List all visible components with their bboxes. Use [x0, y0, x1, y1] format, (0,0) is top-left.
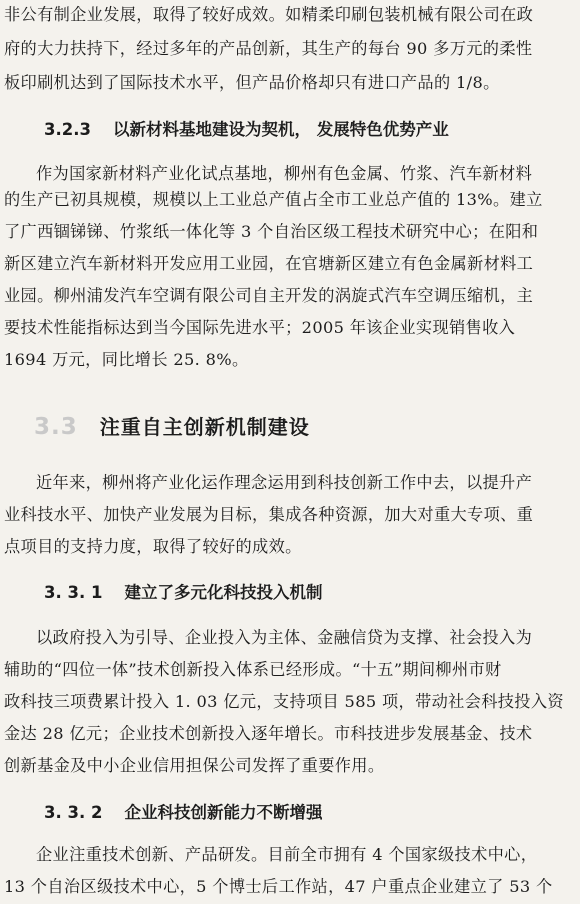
section-heading-3-2-3 — [44, 113, 449, 147]
section-heading-3-3-2 — [44, 796, 322, 830]
text-line: 的生产已初具规模，规模以上工业总产值占全市工业总产值的 13%。建立 — [4, 190, 543, 209]
section-heading-3-3 — [34, 407, 310, 447]
text-line: 企业注重技术创新、产品研发。目前全市拥有 4 个国家级技术中心， — [36, 845, 538, 864]
text-line: 新区建立汽车新材料开发应用工业园，在官塘新区建立有色金属新材料工 — [4, 254, 534, 273]
section-number: 3. 3. 2 — [44, 803, 103, 822]
text-line: 辅助的“四位一体”技术创新投入体系已经形成。“十五”期间柳州市财 — [4, 660, 502, 679]
text-line: 业园。柳州浦发汽车空调有限公司自主开发的涡旋式汽车空调压缩机，主 — [4, 286, 534, 305]
section-title: 建立了多元化科技投入机制 — [124, 583, 323, 602]
section-heading-3-3-1 — [44, 576, 322, 610]
section-number: 3.3 — [34, 414, 78, 440]
text-line: 业科技水平、加快产业发展为目标，集成各种资源，加大对重大专项、重 — [4, 505, 534, 524]
section-title: 以新材料基地建设为契机， 发展特色优势产业 — [112, 120, 449, 139]
text-line: 府的大力扶持下，经过多年的产品创新，其生产的每台 90 多万元的柔性 — [4, 39, 533, 58]
section-title: 注重自主创新机制建设 — [99, 415, 310, 439]
text-line: 非公有制企业发展，取得了较好成效。如精柔印刷包装机械有限公司在政 — [4, 5, 534, 24]
text-line: 近年来，柳州将产业化运作理念运用到科技创新工作中去，以提升产 — [36, 473, 533, 492]
text-line: 1694 万元，同比增长 25. 8%。 — [4, 350, 249, 369]
text-line: 点项目的支持力度，取得了较好的成效。 — [4, 537, 302, 556]
text-line: 创新基金及中小企业信用担保公司发挥了重要作用。 — [4, 756, 385, 775]
text-line: 了广西锢锑锑、竹浆纸一体化等 3 个自治区级工程技术研究中心；在阳和 — [4, 222, 539, 241]
section-number: 3. 3. 1 — [44, 583, 103, 602]
text-line: 政科技三项费累计投入 1. 03 亿元，支持项目 585 项，带动社会科技投入资 — [4, 692, 564, 711]
text-line: 以政府投入为引导、企业投入为主体、金融信贷为支撑、社会投入为 — [36, 628, 533, 647]
text-line: 13 个自治区级技术中心，5 个博士后工作站，47 户重点企业建立了 53 个 — [4, 877, 553, 896]
text-line: 作为国家新材料产业化试点基地，柳州有色金属、竹浆、汽车新材料 — [36, 164, 533, 183]
section-number: 3.2.3 — [44, 120, 91, 139]
text-line: 板印刷机达到了国际技术水平，但产品价格却只有进口产品的 1/8。 — [4, 73, 500, 92]
text-line: 要技术性能指标达到当今国际先进水平；2005 年该企业实现销售收入 — [4, 318, 516, 337]
section-title: 企业科技创新能力不断增强 — [124, 803, 323, 822]
text-line: 金达 28 亿元；企业技术创新投入逐年增长。市科技进步发展基金、技术 — [4, 724, 533, 743]
